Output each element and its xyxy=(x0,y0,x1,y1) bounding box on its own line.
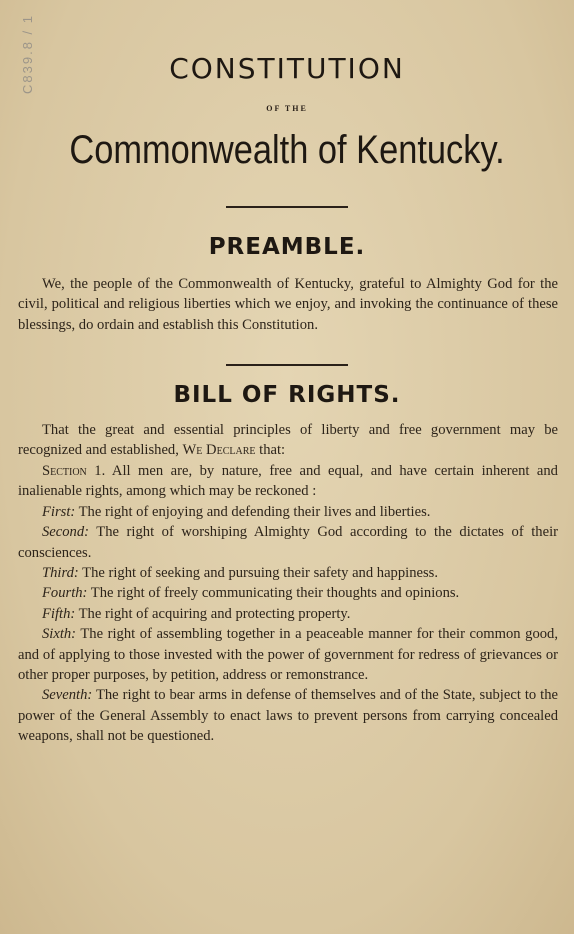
we-declare: We Declare xyxy=(182,442,256,459)
section-paragraph xyxy=(18,461,558,502)
right-text: The right to bear arms in defense of themselves and of the State, subject to the power of the General Assembly to enact laws to prevent persons from carrying concealed weapons, shall not be questioned. xyxy=(18,687,558,745)
right-label: Sixth: xyxy=(42,626,77,643)
divider-rule xyxy=(226,206,348,208)
intro-text: That the great and essential principles of liberty and free government may be recognized and established, xyxy=(18,422,558,459)
right-item-first xyxy=(18,502,558,522)
right-text: The right of assembling together in a peaceable manner for their common good, and of applying to those invested with the power of government for redress of grievances or other proper purposes, by petition, address or remonstrance. xyxy=(18,626,558,684)
right-item-second xyxy=(18,522,558,563)
intro-end: that: xyxy=(255,442,286,459)
right-label: Second: xyxy=(42,524,90,541)
right-text: The right of worshiping Almighty God according to the dictates of their consciences. xyxy=(18,524,558,561)
bill-of-rights-heading: BILL OF RIGHTS. xyxy=(173,382,401,408)
right-text: The right of acquiring and protecting property. xyxy=(75,605,351,622)
right-item-sixth xyxy=(18,624,558,685)
preamble-text: We, the people of the Commonwealth of Kentucky, grateful to Almighty God for the civil, political and religious liberties which we enjoy, and invoking the continuance of these blessings, do ordain and establish this Constitution. xyxy=(18,276,558,333)
right-text: The right of enjoying and defending their lives and liberties. xyxy=(75,503,431,520)
right-label: Fifth: xyxy=(42,605,76,622)
library-stamp: C839.8 / 1 xyxy=(20,14,35,94)
right-label: First: xyxy=(42,503,76,520)
preamble-heading: PREAMBLE. xyxy=(208,234,366,260)
document-title: CONSTITUTION xyxy=(169,52,405,85)
right-text: The right of freely communicating their thoughts and opinions. xyxy=(87,585,460,602)
right-item-fourth xyxy=(18,583,558,603)
right-label: Third: xyxy=(42,565,79,582)
right-label: Seventh: xyxy=(42,687,93,704)
divider-rule xyxy=(226,364,348,366)
document-subtitle: Commonwealth of Kentucky. xyxy=(69,128,505,172)
right-item-third xyxy=(18,563,558,583)
section-text: All men are, by nature, free and equal, and have certain inherent and inalienable rights, among which may be reckoned : xyxy=(18,463,558,500)
bill-of-rights-intro xyxy=(18,420,558,461)
title-connector: OF THE xyxy=(266,104,308,113)
section-label: Section 1. xyxy=(42,463,106,479)
right-item-seventh xyxy=(18,685,558,746)
right-text: The right of seeking and pursuing their safety and happiness. xyxy=(78,565,438,582)
right-label: Fourth: xyxy=(42,585,88,602)
right-item-fifth xyxy=(18,604,558,624)
rights-list xyxy=(18,461,558,747)
